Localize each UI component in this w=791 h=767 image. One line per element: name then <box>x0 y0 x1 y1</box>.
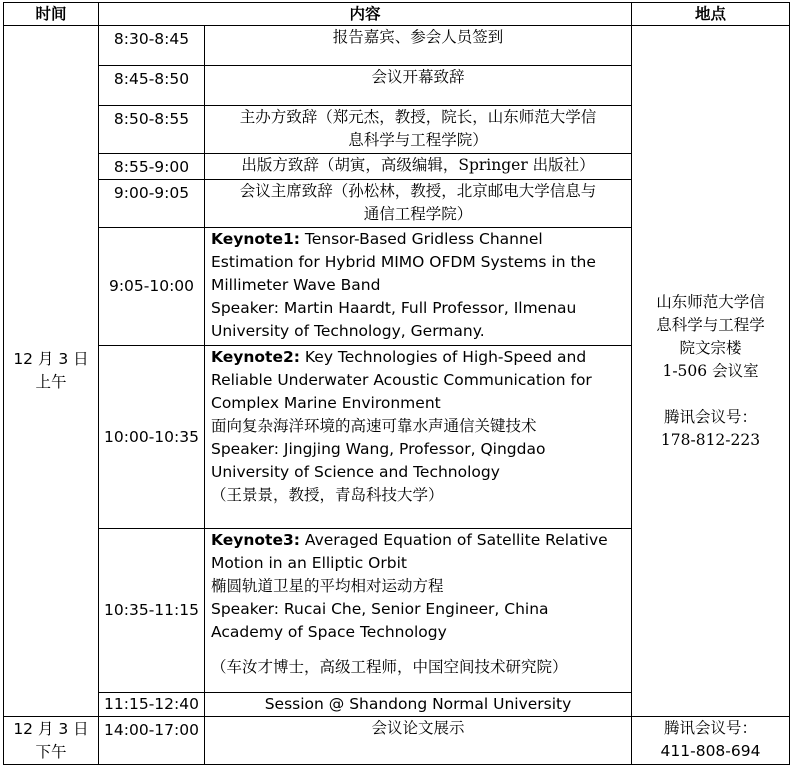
keynote-title-cn: 面向复杂海洋环境的高速可靠水声通信关键技术 <box>211 417 537 435</box>
location-cell-morning <box>632 26 790 717</box>
date-label: 12 月 3 日 <box>13 350 89 368</box>
content-line: 通信工程学院） <box>363 205 473 223</box>
keynote-label: Keynote1: <box>211 230 300 248</box>
keynote-cell <box>205 529 632 693</box>
keynote-title: Averaged Equation of Satellite Relative Motion in an Elliptic Orbit <box>211 531 608 572</box>
keynote-title: Key Technologies of High-Speed and Reliable Underwater Acoustic Communication for Complex Marine Environment <box>211 348 592 412</box>
time-cell: 14:00-17:00 <box>99 717 205 765</box>
meeting-id: 178-812-223 <box>660 430 761 449</box>
keynote-label: Keynote2: <box>211 348 300 366</box>
location-line: 山东师范大学信 <box>656 292 765 311</box>
header-place: 地点 <box>632 3 790 26</box>
time-cell: 9:00-9:05 <box>99 180 205 228</box>
date-label: 12 月 3 日 <box>13 719 89 738</box>
keynote-title-cn: 椭圆轨道卫星的平均相对运动方程 <box>211 577 444 595</box>
schedule-row-afternoon <box>4 717 790 765</box>
time-cell: 11:15-12:40 <box>99 693 205 717</box>
date-cell-morning <box>4 26 99 717</box>
meeting-label: 腾讯会议号： <box>664 407 758 426</box>
keynote-title: Tensor-Based Gridless Channel Estimation for Hybrid MIMO OFDM Systems in the Millimeter Wave Band <box>211 230 596 294</box>
period-label: 上午 <box>35 373 67 391</box>
content-cell: 出版方致辞（胡寅，高级编辑，Springer 出版社） <box>205 154 632 180</box>
header-row <box>4 3 790 26</box>
time-cell: 8:45-8:50 <box>99 66 205 106</box>
time-cell: 8:55-9:00 <box>99 154 205 180</box>
time-cell: 9:05-10:00 <box>99 228 205 346</box>
content-cell <box>205 180 632 228</box>
keynote-speaker-cn: （车汝才博士，高级工程师，中国空间技术研究院） <box>211 658 568 676</box>
header-content: 内容 <box>99 3 632 26</box>
time-cell: 10:35-11:15 <box>99 529 205 693</box>
location-cell-afternoon <box>632 717 790 765</box>
content-line: 主办方致辞（郑元杰，教授，院长，山东师范大学信 <box>239 108 597 126</box>
keynote-speaker: Speaker: Martin Haardt, Full Professor, Ilmenau University of Technology, Germany. <box>211 299 577 340</box>
content-line: 会议主席致辞（孙松林，教授，北京邮电大学信息与 <box>239 182 597 200</box>
keynote-title-block <box>211 529 625 575</box>
time-cell: 8:50-8:55 <box>99 106 205 154</box>
keynote-title-block <box>211 346 625 415</box>
keynote-label: Keynote3: <box>211 531 300 549</box>
keynote-speaker-cn: （王景景，教授，青岛科技大学） <box>211 486 444 504</box>
content-cell <box>205 106 632 154</box>
time-cell: 10:00-10:35 <box>99 346 205 529</box>
keynote-speaker: Speaker: Jingjing Wang, Professor, Qingdao University of Science and Technology <box>211 440 546 481</box>
header-time: 时间 <box>4 3 99 26</box>
content-cell: 会议论文展示 <box>205 717 632 765</box>
period-label: 下午 <box>35 742 67 761</box>
content-line: 息科学与工程学院） <box>348 131 488 149</box>
keynote-cell <box>205 346 632 529</box>
schedule-row <box>4 26 790 66</box>
location-line: 院文宗楼 <box>679 338 742 357</box>
keynote-title-block <box>211 228 625 297</box>
content-cell: 会议开幕致辞 <box>205 66 632 106</box>
date-cell-afternoon <box>4 717 99 765</box>
meeting-label: 腾讯会议号： <box>664 719 758 737</box>
meeting-id: 411-808-694 <box>660 742 761 760</box>
keynote-cell <box>205 228 632 346</box>
location-line: 1-506 会议室 <box>662 361 759 380</box>
time-cell: 8:30-8:45 <box>99 26 205 66</box>
keynote-speaker: Speaker: Rucai Che, Senior Engineer, China Academy of Space Technology <box>211 600 549 641</box>
content-cell: 报告嘉宾、参会人员签到 <box>205 26 632 66</box>
schedule-table <box>3 2 790 765</box>
content-cell: Session @ Shandong Normal University <box>205 693 632 717</box>
location-line: 息科学与工程学 <box>656 315 765 334</box>
